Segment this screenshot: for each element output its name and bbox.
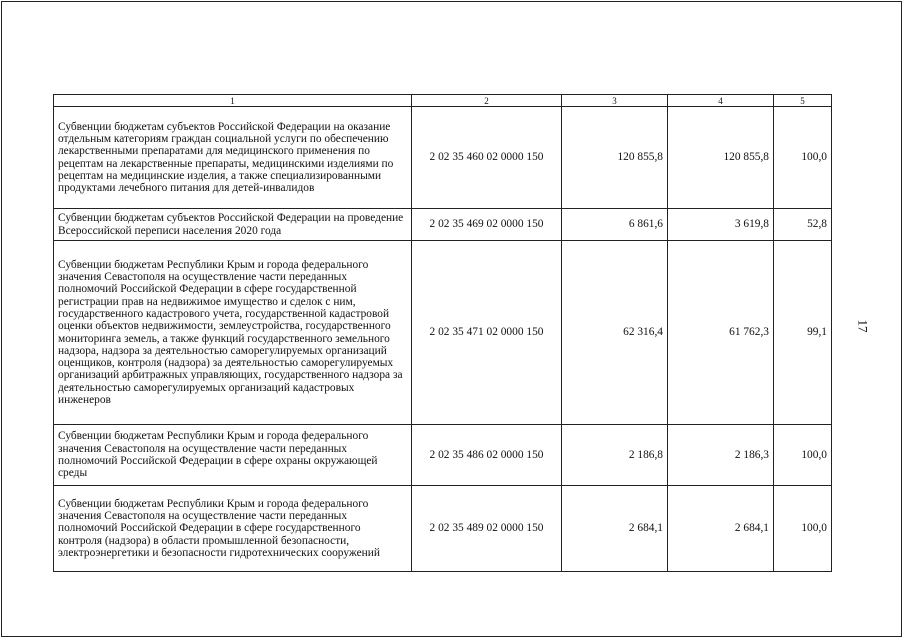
table-row (54, 241, 832, 425)
table-row (54, 209, 832, 241)
row-code: 2 02 35 486 02 0000 150 (412, 425, 562, 486)
row-col3: 2 684,1 (562, 486, 668, 572)
row-col4: 2 684,1 (668, 486, 774, 572)
row-col5: 99,1 (774, 241, 832, 425)
header-col-5: 5 (774, 95, 832, 107)
row-name: Субвенции бюджетам Республики Крым и города федерального значения Севастополя на осуществление части переданных полномочий Российской Федерации в сфере охраны окружающей среды (54, 425, 412, 486)
row-col4: 3 619,8 (668, 209, 774, 241)
row-code: 2 02 35 460 02 0000 150 (412, 107, 562, 209)
row-col3: 62 316,4 (562, 241, 668, 425)
row-code: 2 02 35 469 02 0000 150 (412, 209, 562, 241)
table-row (54, 107, 832, 209)
row-col5: 100,0 (774, 107, 832, 209)
row-code: 2 02 35 489 02 0000 150 (412, 486, 562, 572)
row-col5: 52,8 (774, 209, 832, 241)
row-name: Субвенции бюджетам субъектов Российской Федерации на оказание отдельным категориям граждан социальной услуги по обеспечению лекарственными препаратами для медицинского применения по рецептам на лекарственные препараты, медицинскими изделиями по рецептам на медицинские изделия, а также специализированными продуктами лечебного питания для детей-инвалидов (54, 107, 412, 209)
header-col-4: 4 (668, 95, 774, 107)
header-col-2: 2 (412, 95, 562, 107)
row-col4: 61 762,3 (668, 241, 774, 425)
row-code: 2 02 35 471 02 0000 150 (412, 241, 562, 425)
row-name: Субвенции бюджетам Республики Крым и города федерального значения Севастополя на осуществление части переданных полномочий Российской Федерации в сфере государственного контроля (надзора) в области промышленной безопасности, электроэнергетики и безопасности гидротехнических сооружений (54, 486, 412, 572)
budget-table (53, 94, 832, 572)
row-col3: 6 861,6 (562, 209, 668, 241)
row-col4: 2 186,3 (668, 425, 774, 486)
header-row (54, 95, 832, 107)
header-col-1: 1 (54, 95, 412, 107)
table-row (54, 425, 832, 486)
row-col3: 120 855,8 (562, 107, 668, 209)
row-col4: 120 855,8 (668, 107, 774, 209)
row-col5: 100,0 (774, 425, 832, 486)
row-name: Субвенции бюджетам Республики Крым и города федерального значения Севастополя на осуществление части переданных полномочий Российской Федерации в сфере государственной регистрации прав на недвижимое имущество и сделок с ним, государственного кадастрового учета, государственной кадастровой оценки объектов недвижимости, землеустройства, государственного мониторинга земель, а также функций государственного земельного надзора, надзора за деятельностью саморегулируемых организаций оценщиков, контроля (надзора) за деятельностью саморегулируемых организаций арбитражных управляющих, государственного надзора за деятельностью саморегулируемых организаций кадастровых инженеров (54, 241, 412, 425)
row-name: Субвенции бюджетам субъектов Российской Федерации на проведение Всероссийской переписи населения 2020 года (54, 209, 412, 241)
row-col3: 2 186,8 (562, 425, 668, 486)
table-row (54, 486, 832, 572)
row-col5: 100,0 (774, 486, 832, 572)
header-col-3: 3 (562, 95, 668, 107)
page-number: 17 (855, 319, 871, 333)
